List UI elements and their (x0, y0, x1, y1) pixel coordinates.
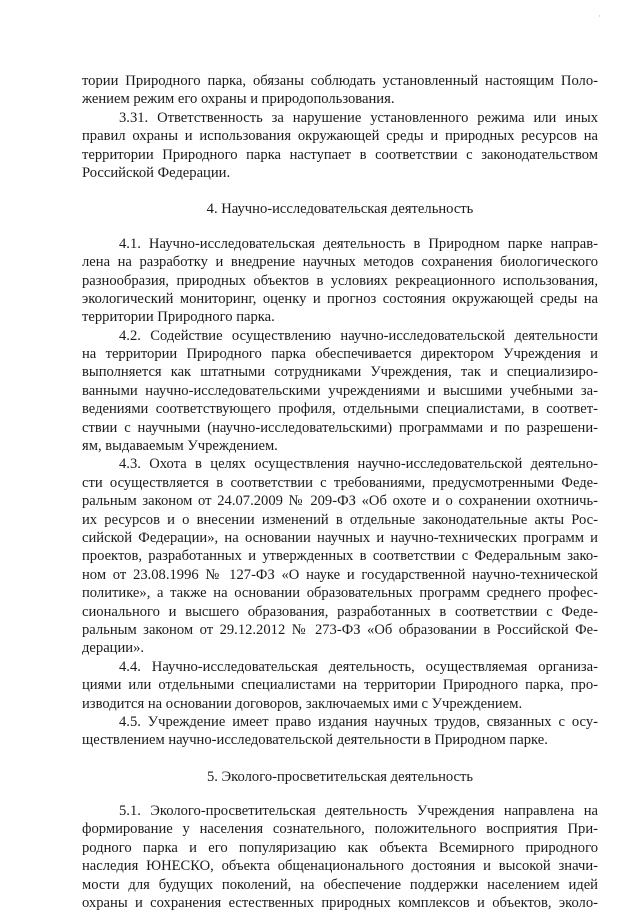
paragraph (82, 658, 598, 713)
document-page (82, 72, 598, 912)
text-line: ном от 23.08.1996 № 127-ФЗ «О науке и государственной научно-технической (82, 566, 598, 583)
text-line: правил охраны и использования окружающей среды и природных ресурсов на (82, 128, 598, 145)
section-heading: 4. Научно-исследовательская деятельность (206, 201, 474, 218)
text-line: лена на разработку и внедрение научных методов сохранения биологического (82, 254, 598, 271)
text-line: политике», а также на основании образовательных программ среднего профес- (82, 585, 598, 602)
text-line: 4.2. Содействие осуществлению научно-исследовательской деятельности (119, 327, 598, 344)
paragraph (82, 713, 598, 750)
text-line: проектов, разработанных и утвержденных в соответствии с Федеральным зако- (82, 548, 598, 565)
text-line: сти осуществляется в соответствии с требованиями, предусмотренными Феде- (82, 474, 598, 491)
text-line: тории Природного парка, обязаны соблюдать установленный настоящим Поло- (82, 73, 598, 89)
section-heading: 5. Эколого-просветительская деятельность (206, 768, 474, 785)
text-line: 4.1. Научно-исследовательская деятельность в Природном парке направ- (119, 235, 598, 252)
text-line: охраны и сохранения естественных природных комплексов и объектов, эколо- (82, 895, 598, 912)
text-line: территории Природного парка наступает в соответствии с законодательством (82, 146, 598, 163)
paragraph (82, 109, 598, 183)
text-line: жением режим его охраны и природопользования. (82, 91, 395, 108)
text-line: сионального и высшего образования, разработанных в соответствии с Феде- (82, 603, 598, 620)
text-line: наследия ЮНЕСКО, объекта общенационального достояния и высокой значи- (82, 858, 598, 875)
text-line: территории Природного парка. (82, 309, 275, 326)
text-line: 4.4. Научно-исследовательская деятельность, осуществляемая организа- (119, 658, 598, 675)
paragraph (82, 235, 598, 327)
text-line: циями или отдельными специалистами на территории Природного парка, про- (82, 677, 598, 694)
paragraph (82, 455, 598, 657)
text-line: ям, выдаваемым Учреждением. (82, 438, 278, 455)
text-line: ществлением научно-исследовательской деятельности в Природном парке. (82, 732, 548, 749)
text-line: ведениями соответствующего профиля, отдельными специалистами, в соответ- (82, 401, 598, 418)
text-line: экологический мониторинг, оценку и прогноз состояния окружающей среды на (82, 290, 598, 307)
text-line: 4.3. Охота в целях осуществления научно-исследовательской деятельно- (119, 456, 598, 473)
text-line: выполняется как штатными сотрудниками Учреждения, так и специализиро- (82, 364, 598, 381)
text-line: ствии с научными (научно-исследовательскими) программами и по разрешени- (82, 419, 598, 436)
text-line: мости для будущих поколений, на обеспечение поддержки населением идей (82, 876, 598, 893)
text-line: формирование у населения сознательного, положительного восприятия При- (82, 821, 598, 838)
text-line: на территории Природного парка обеспечивается директором Учреждения и (82, 346, 598, 363)
text-line: ральным законом от 24.07.2009 № 209-ФЗ «Об охоте и о сохранении охотничь- (82, 493, 598, 510)
text-line: ванными научно-исследовательскими учреждениями и высшими учебными за- (82, 382, 598, 399)
text-line: разнообразия, природных объектов в условиях рекреационного использования, (82, 272, 598, 289)
text-line: дерации». (82, 640, 145, 657)
paragraph (82, 72, 598, 109)
text-line: 5.1. Эколого-просветительская деятельность Учреждения направлена на (119, 803, 598, 820)
text-line: 3.31. Ответственность за нарушение установленного режима или иных (119, 109, 598, 126)
text-line: сийской Федерации», на основании научных и научно-технических программ и (82, 529, 598, 546)
text-line: ральным законом от 29.12.2012 № 273-ФЗ «Об образовании в Российской Фе- (82, 621, 598, 638)
paragraph (82, 802, 598, 912)
paragraph (82, 327, 598, 456)
text-line: изводится на основании договоров, заключаемых ими с Учреждением. (82, 695, 523, 712)
corner-mark: · (598, 12, 601, 22)
text-line: родного парка и его популяризацию как объекта Всемирного природного (82, 839, 598, 856)
text-line: Российской Федерации. (82, 164, 231, 181)
text-line: 4.5. Учреждение имеет право издания научных трудов, связанных с осу- (119, 713, 598, 730)
text-line: их ресурсов и о внесении изменений в отдельные законодательные акты Рос- (82, 511, 598, 528)
